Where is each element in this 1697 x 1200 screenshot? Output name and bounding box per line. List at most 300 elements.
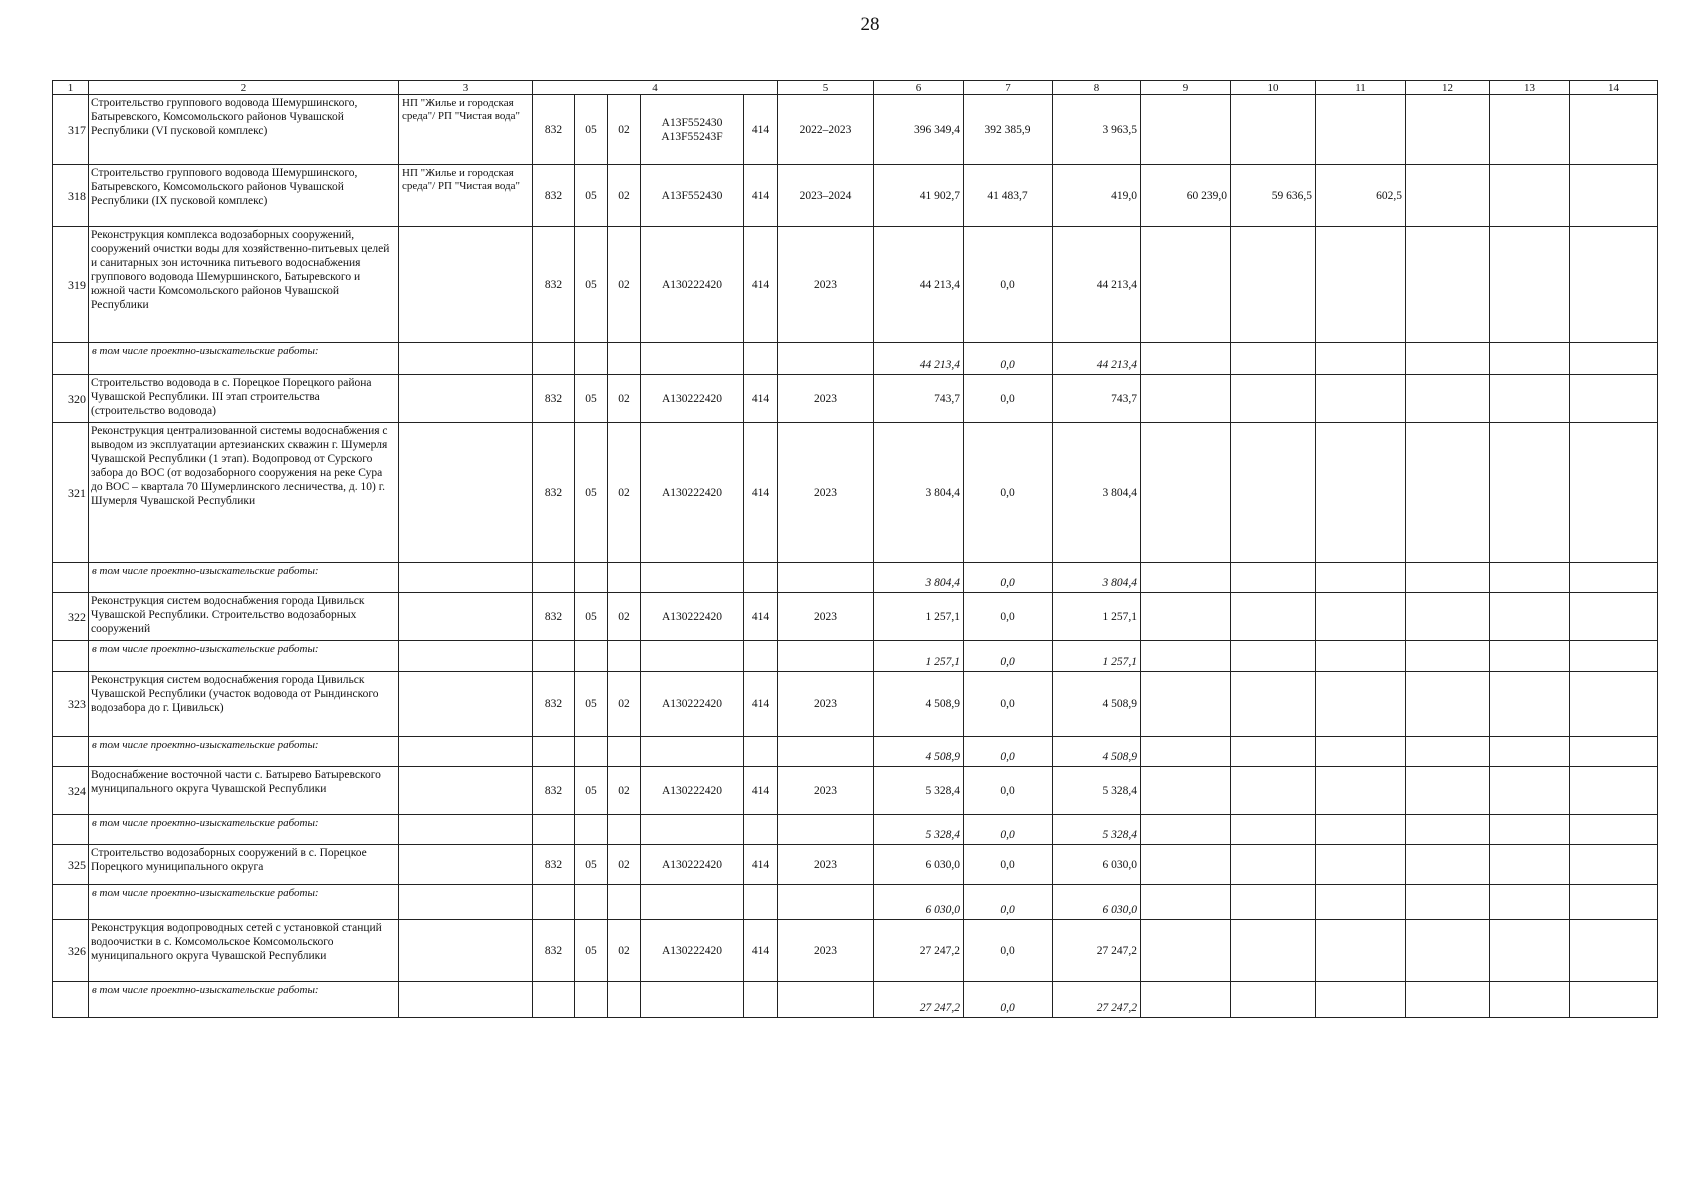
column-header: 1 (53, 81, 89, 95)
subtotal-label: в том числе проектно-изыскательские работы: (89, 563, 399, 593)
pr-code: 02 (608, 845, 641, 885)
empty-cell (1231, 343, 1316, 375)
value-col-8: 1 257,1 (1053, 593, 1141, 641)
page-number: 28 (860, 14, 880, 35)
subtotal-row (53, 982, 1658, 1018)
value-col-11 (1316, 375, 1406, 423)
period: 2023–2024 (778, 165, 874, 227)
grbs-code: 832 (533, 165, 575, 227)
empty-cell (744, 343, 778, 375)
empty-cell (1570, 737, 1658, 767)
empty-cell (1316, 982, 1406, 1018)
program-name (399, 767, 533, 815)
pr-code: 02 (608, 165, 641, 227)
subtotal-v7: 0,0 (964, 815, 1053, 845)
value-col-9 (1141, 767, 1231, 815)
value-col-14 (1570, 767, 1658, 815)
empty-cell (399, 982, 533, 1018)
value-col-13 (1490, 227, 1570, 343)
csr-code: A130222420 (641, 227, 744, 343)
subtotal-v8: 4 508,9 (1053, 737, 1141, 767)
csr-code: A130222420 (641, 845, 744, 885)
value-col-7: 392 385,9 (964, 95, 1053, 165)
period: 2022–2023 (778, 95, 874, 165)
value-col-12 (1406, 375, 1490, 423)
row-number: 321 (53, 423, 89, 563)
subtotal-v6: 27 247,2 (874, 982, 964, 1018)
subtotal-v8: 44 213,4 (1053, 343, 1141, 375)
pr-code: 02 (608, 593, 641, 641)
grbs-code: 832 (533, 920, 575, 982)
object-name: Реконструкция систем водоснабжения города Цивильск Чувашской Республики (участок водовода от Рындинского водозабора до г. Цивильск) (89, 672, 399, 737)
subtotal-v7: 0,0 (964, 737, 1053, 767)
value-col-8: 419,0 (1053, 165, 1141, 227)
empty-cell (641, 737, 744, 767)
value-col-6: 396 349,4 (874, 95, 964, 165)
empty-cell (53, 737, 89, 767)
value-col-12 (1406, 227, 1490, 343)
value-col-7: 0,0 (964, 423, 1053, 563)
empty-cell (1141, 815, 1231, 845)
empty-cell (1570, 343, 1658, 375)
program-name (399, 375, 533, 423)
value-col-11 (1316, 423, 1406, 563)
empty-cell (575, 885, 608, 920)
pr-code: 02 (608, 227, 641, 343)
empty-cell (1316, 885, 1406, 920)
rz-code: 05 (575, 672, 608, 737)
empty-cell (53, 982, 89, 1018)
empty-cell (575, 737, 608, 767)
subtotal-v7: 0,0 (964, 641, 1053, 672)
value-col-10 (1231, 423, 1316, 563)
table-row (53, 375, 1658, 423)
empty-cell (744, 982, 778, 1018)
object-name: Реконструкция централизованной системы водоснабжения с выводом из эксплуатации артезианских скважин г. Шумерля Чувашской Республики (1 этап). Водопровод от Сурского забора до ВОС (от водозаборного сооружения на реке Сура до ВОС – квартала 70 Шумерлинского лесничества, д. 10) г. Шумерля Чувашской Республики (89, 423, 399, 563)
value-col-8: 44 213,4 (1053, 227, 1141, 343)
subtotal-v7: 0,0 (964, 343, 1053, 375)
subtotal-v8: 6 030,0 (1053, 885, 1141, 920)
value-col-9 (1141, 95, 1231, 165)
column-header: 7 (964, 81, 1053, 95)
row-number: 323 (53, 672, 89, 737)
empty-cell (1490, 982, 1570, 1018)
empty-cell (533, 737, 575, 767)
empty-cell (1490, 737, 1570, 767)
value-col-12 (1406, 423, 1490, 563)
empty-cell (744, 885, 778, 920)
rz-code: 05 (575, 767, 608, 815)
period: 2023 (778, 423, 874, 563)
value-col-13 (1490, 423, 1570, 563)
subtotal-row (53, 563, 1658, 593)
grbs-code: 832 (533, 672, 575, 737)
vr-code: 414 (744, 165, 778, 227)
period: 2023 (778, 767, 874, 815)
csr-code: A13F552430 (641, 165, 744, 227)
subtotal-label: в том числе проектно-изыскательские работы: (89, 737, 399, 767)
empty-cell (608, 982, 641, 1018)
empty-cell (533, 815, 575, 845)
object-name: Строительство водовода в с. Порецкое Порецкого района Чувашской Республики. III этап строительства (строительство водовода) (89, 375, 399, 423)
empty-cell (608, 815, 641, 845)
value-col-9 (1141, 423, 1231, 563)
empty-cell (1490, 815, 1570, 845)
value-col-14 (1570, 95, 1658, 165)
empty-cell (641, 982, 744, 1018)
subtotal-row (53, 885, 1658, 920)
csr-code: A130222420 (641, 767, 744, 815)
grbs-code: 832 (533, 375, 575, 423)
empty-cell (778, 982, 874, 1018)
program-name (399, 920, 533, 982)
subtotal-v8: 1 257,1 (1053, 641, 1141, 672)
subtotal-label: в том числе проектно-изыскательские работы: (89, 815, 399, 845)
table-row (53, 165, 1658, 227)
column-header: 10 (1231, 81, 1316, 95)
empty-cell (1406, 343, 1490, 375)
object-name: Строительство водозаборных сооружений в с. Порецкое Порецкого муниципального округа (89, 845, 399, 885)
table-row (53, 593, 1658, 641)
subtotal-v7: 0,0 (964, 885, 1053, 920)
vr-code: 414 (744, 423, 778, 563)
value-col-11 (1316, 593, 1406, 641)
value-col-11 (1316, 95, 1406, 165)
grbs-code: 832 (533, 593, 575, 641)
value-col-9 (1141, 672, 1231, 737)
program-name (399, 672, 533, 737)
value-col-6: 41 902,7 (874, 165, 964, 227)
empty-cell (744, 563, 778, 593)
empty-cell (778, 641, 874, 672)
value-col-8: 3 804,4 (1053, 423, 1141, 563)
rz-code: 05 (575, 920, 608, 982)
grbs-code: 832 (533, 95, 575, 165)
subtotal-v6: 6 030,0 (874, 885, 964, 920)
column-header: 6 (874, 81, 964, 95)
empty-cell (1406, 815, 1490, 845)
value-col-12 (1406, 165, 1490, 227)
empty-cell (1406, 885, 1490, 920)
empty-cell (608, 343, 641, 375)
empty-cell (1406, 641, 1490, 672)
subtotal-v8: 5 328,4 (1053, 815, 1141, 845)
value-col-8: 27 247,2 (1053, 920, 1141, 982)
period: 2023 (778, 227, 874, 343)
subtotal-v7: 0,0 (964, 982, 1053, 1018)
table-row (53, 95, 1658, 165)
empty-cell (641, 343, 744, 375)
empty-cell (575, 641, 608, 672)
subtotal-v6: 1 257,1 (874, 641, 964, 672)
row-number: 318 (53, 165, 89, 227)
object-name: Реконструкция систем водоснабжения города Цивильск Чувашской Республики. Строительство водозаборных сооружений (89, 593, 399, 641)
period: 2023 (778, 672, 874, 737)
value-col-8: 743,7 (1053, 375, 1141, 423)
column-header: 12 (1406, 81, 1490, 95)
csr-code: A130222420 (641, 672, 744, 737)
row-number: 325 (53, 845, 89, 885)
empty-cell (53, 815, 89, 845)
row-number: 322 (53, 593, 89, 641)
value-col-9 (1141, 227, 1231, 343)
object-name: Строительство группового водовода Шемуршинского, Батыревского, Комсомольского районов Чувашской Республики (IX пусковой комплекс) (89, 165, 399, 227)
value-col-7: 0,0 (964, 227, 1053, 343)
empty-cell (533, 641, 575, 672)
empty-cell (399, 737, 533, 767)
value-col-10 (1231, 845, 1316, 885)
value-col-13 (1490, 845, 1570, 885)
object-name: Реконструкция комплекса водозаборных сооружений, сооружений очистки воды для хозяйственно-питьевых целей и санитарных зон источника питьевого водоснабжения группового водовода Шемуршинского, Батыревского и южной части Комсомольского районов Чувашской Республики (89, 227, 399, 343)
value-col-7: 41 483,7 (964, 165, 1053, 227)
column-header: 9 (1141, 81, 1231, 95)
rz-code: 05 (575, 165, 608, 227)
subtotal-row (53, 815, 1658, 845)
value-col-13 (1490, 920, 1570, 982)
csr-code: A130222420 (641, 920, 744, 982)
vr-code: 414 (744, 375, 778, 423)
value-col-7: 0,0 (964, 920, 1053, 982)
subtotal-label: в том числе проектно-изыскательские работы: (89, 343, 399, 375)
value-col-13 (1490, 375, 1570, 423)
empty-cell (53, 641, 89, 672)
empty-cell (1316, 641, 1406, 672)
subtotal-label: в том числе проектно-изыскательские работы: (89, 982, 399, 1018)
value-col-7: 0,0 (964, 845, 1053, 885)
column-header: 3 (399, 81, 533, 95)
empty-cell (608, 737, 641, 767)
grbs-code: 832 (533, 227, 575, 343)
subtotal-v6: 44 213,4 (874, 343, 964, 375)
subtotal-v8: 27 247,2 (1053, 982, 1141, 1018)
value-col-13 (1490, 593, 1570, 641)
vr-code: 414 (744, 767, 778, 815)
empty-cell (533, 885, 575, 920)
value-col-14 (1570, 375, 1658, 423)
empty-cell (1231, 815, 1316, 845)
empty-cell (641, 563, 744, 593)
empty-cell (778, 737, 874, 767)
empty-cell (1141, 641, 1231, 672)
value-col-11 (1316, 767, 1406, 815)
header-row (53, 81, 1658, 95)
value-col-14 (1570, 227, 1658, 343)
subtotal-v6: 4 508,9 (874, 737, 964, 767)
empty-cell (608, 563, 641, 593)
column-header: 4 (533, 81, 778, 95)
empty-cell (1490, 343, 1570, 375)
row-number: 324 (53, 767, 89, 815)
empty-cell (641, 815, 744, 845)
program-name: НП "Жилье и городская среда"/ РП "Чистая вода" (399, 95, 533, 165)
value-col-11 (1316, 672, 1406, 737)
empty-cell (1231, 641, 1316, 672)
empty-cell (1141, 885, 1231, 920)
pr-code: 02 (608, 672, 641, 737)
pr-code: 02 (608, 95, 641, 165)
empty-cell (53, 563, 89, 593)
value-col-14 (1570, 845, 1658, 885)
value-col-9 (1141, 375, 1231, 423)
empty-cell (399, 641, 533, 672)
empty-cell (1141, 343, 1231, 375)
csr-code: A130222420 (641, 375, 744, 423)
value-col-10 (1231, 593, 1316, 641)
value-col-12 (1406, 767, 1490, 815)
value-col-10: 59 636,5 (1231, 165, 1316, 227)
subtotal-v8: 3 804,4 (1053, 563, 1141, 593)
program-name (399, 227, 533, 343)
empty-cell (575, 343, 608, 375)
rz-code: 05 (575, 593, 608, 641)
empty-cell (1406, 563, 1490, 593)
value-col-6: 44 213,4 (874, 227, 964, 343)
empty-cell (1316, 815, 1406, 845)
empty-cell (1231, 737, 1316, 767)
value-col-6: 27 247,2 (874, 920, 964, 982)
grbs-code: 832 (533, 767, 575, 815)
rz-code: 05 (575, 227, 608, 343)
period: 2023 (778, 593, 874, 641)
program-name (399, 845, 533, 885)
value-col-9 (1141, 920, 1231, 982)
table-row (53, 845, 1658, 885)
csr-code: A13F552430 A13F55243F (641, 95, 744, 165)
empty-cell (533, 982, 575, 1018)
pr-code: 02 (608, 423, 641, 563)
budget-table (52, 80, 1658, 1018)
program-name (399, 423, 533, 563)
pr-code: 02 (608, 767, 641, 815)
column-header: 8 (1053, 81, 1141, 95)
value-col-11 (1316, 920, 1406, 982)
empty-cell (1316, 737, 1406, 767)
subtotal-row (53, 343, 1658, 375)
empty-cell (1490, 885, 1570, 920)
column-header: 14 (1570, 81, 1658, 95)
period: 2023 (778, 845, 874, 885)
empty-cell (533, 563, 575, 593)
value-col-13 (1490, 165, 1570, 227)
subtotal-v6: 3 804,4 (874, 563, 964, 593)
row-number: 326 (53, 920, 89, 982)
column-header: 13 (1490, 81, 1570, 95)
empty-cell (1406, 982, 1490, 1018)
value-col-11 (1316, 845, 1406, 885)
value-col-13 (1490, 767, 1570, 815)
table-row (53, 920, 1658, 982)
rz-code: 05 (575, 845, 608, 885)
empty-cell (1231, 563, 1316, 593)
subtotal-row (53, 737, 1658, 767)
value-col-12 (1406, 920, 1490, 982)
subtotal-label: в том числе проектно-изыскательские работы: (89, 885, 399, 920)
value-col-10 (1231, 227, 1316, 343)
value-col-10 (1231, 95, 1316, 165)
empty-cell (744, 737, 778, 767)
column-header: 2 (89, 81, 399, 95)
empty-cell (744, 641, 778, 672)
value-col-9 (1141, 845, 1231, 885)
value-col-7: 0,0 (964, 767, 1053, 815)
empty-cell (744, 815, 778, 845)
value-col-12 (1406, 95, 1490, 165)
vr-code: 414 (744, 920, 778, 982)
empty-cell (399, 815, 533, 845)
value-col-6: 1 257,1 (874, 593, 964, 641)
empty-cell (778, 815, 874, 845)
vr-code: 414 (744, 593, 778, 641)
value-col-6: 4 508,9 (874, 672, 964, 737)
value-col-9: 60 239,0 (1141, 165, 1231, 227)
column-header: 5 (778, 81, 874, 95)
pr-code: 02 (608, 920, 641, 982)
object-name: Реконструкция водопроводных сетей с установкой станций водоочистки в с. Комсомольское Комсомольского муниципального округа Чувашской Республики (89, 920, 399, 982)
program-name (399, 593, 533, 641)
subtotal-row (53, 641, 1658, 672)
value-col-14 (1570, 920, 1658, 982)
period: 2023 (778, 920, 874, 982)
vr-code: 414 (744, 672, 778, 737)
row-number: 319 (53, 227, 89, 343)
grbs-code: 832 (533, 423, 575, 563)
empty-cell (1570, 641, 1658, 672)
empty-cell (1490, 563, 1570, 593)
csr-code: A130222420 (641, 593, 744, 641)
grbs-code: 832 (533, 845, 575, 885)
value-col-6: 5 328,4 (874, 767, 964, 815)
empty-cell (641, 885, 744, 920)
rz-code: 05 (575, 375, 608, 423)
empty-cell (608, 885, 641, 920)
object-name: Водоснабжение восточной части с. Батырево Батыревского муниципального округа Чувашской Республики (89, 767, 399, 815)
row-number: 320 (53, 375, 89, 423)
empty-cell (1490, 641, 1570, 672)
table-row (53, 767, 1658, 815)
value-col-8: 3 963,5 (1053, 95, 1141, 165)
value-col-14 (1570, 672, 1658, 737)
subtotal-v7: 0,0 (964, 563, 1053, 593)
row-number: 317 (53, 95, 89, 165)
value-col-12 (1406, 845, 1490, 885)
empty-cell (1316, 563, 1406, 593)
value-col-6: 743,7 (874, 375, 964, 423)
value-col-10 (1231, 767, 1316, 815)
value-col-8: 5 328,4 (1053, 767, 1141, 815)
empty-cell (1406, 737, 1490, 767)
value-col-10 (1231, 672, 1316, 737)
value-col-13 (1490, 95, 1570, 165)
empty-cell (575, 982, 608, 1018)
value-col-6: 3 804,4 (874, 423, 964, 563)
table-row (53, 672, 1658, 737)
empty-cell (778, 885, 874, 920)
column-header: 11 (1316, 81, 1406, 95)
empty-cell (1231, 885, 1316, 920)
empty-cell (53, 885, 89, 920)
empty-cell (1141, 563, 1231, 593)
empty-cell (1570, 563, 1658, 593)
empty-cell (1316, 343, 1406, 375)
empty-cell (399, 885, 533, 920)
subtotal-v6: 5 328,4 (874, 815, 964, 845)
table-row (53, 227, 1658, 343)
rz-code: 05 (575, 95, 608, 165)
csr-code: A130222420 (641, 423, 744, 563)
value-col-7: 0,0 (964, 593, 1053, 641)
program-name: НП "Жилье и городская среда"/ РП "Чистая вода" (399, 165, 533, 227)
empty-cell (1570, 982, 1658, 1018)
